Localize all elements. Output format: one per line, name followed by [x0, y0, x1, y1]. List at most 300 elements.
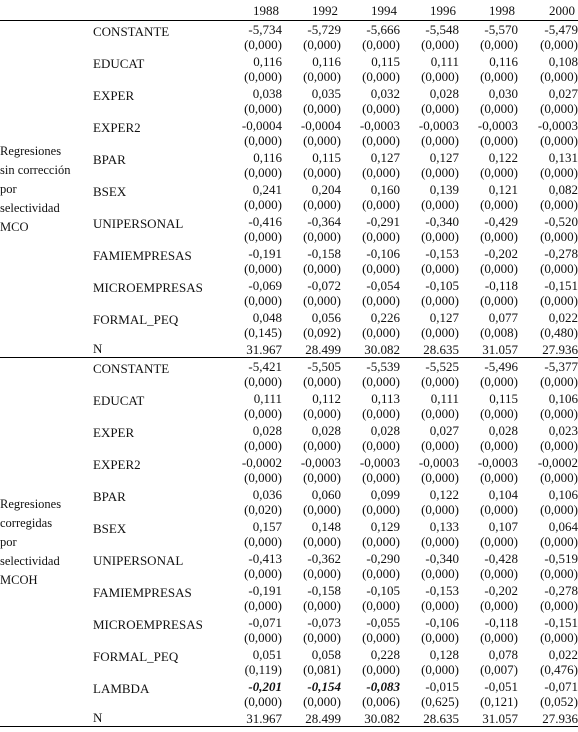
coefficient-value: 0,028: [429, 86, 459, 101]
coefficient-value: 0,082: [548, 182, 578, 197]
coefficient-value: 0,064: [548, 519, 578, 534]
p-value: (0,000): [244, 229, 282, 244]
coefficient-value: -0,0003: [300, 455, 341, 470]
p-value: (0,000): [303, 630, 341, 645]
p-value: (0,000): [362, 133, 400, 148]
coefficient-value: 0,116: [253, 54, 282, 69]
coefficient-value: 0,157: [252, 519, 282, 534]
p-value: (0,000): [362, 566, 400, 581]
p-value: (0,000): [362, 534, 400, 549]
p-value: (0,008): [480, 325, 518, 340]
variable-name: CONSTANTE: [93, 24, 170, 39]
p-value: (0,000): [421, 229, 459, 244]
year-header-cell: 1996: [430, 3, 456, 18]
variable-name: EXPER: [93, 425, 135, 440]
coefficient-value: -0,153: [425, 246, 459, 261]
p-value: (0,000): [303, 197, 341, 212]
coefficient-value: 0,077: [488, 310, 518, 325]
coefficient-value: 0,148: [311, 519, 341, 534]
coefficient-value: 0,115: [312, 150, 341, 165]
p-value: (0,000): [480, 630, 518, 645]
coefficient-value: 0,122: [488, 150, 518, 165]
p-value: (0,052): [540, 694, 578, 709]
coefficient-value: -0,291: [366, 214, 400, 229]
p-value: (0,000): [421, 374, 459, 389]
p-value: (0,000): [303, 229, 341, 244]
coefficient-value: -0,364: [307, 214, 341, 229]
coefficient-value: -0,106: [425, 615, 459, 630]
coefficient-value: 0,030: [488, 86, 518, 101]
coefficient-value: -0,0003: [418, 118, 459, 133]
p-value: (0,000): [540, 101, 578, 116]
p-value: (0,000): [421, 133, 459, 148]
variable-name: FORMAL_PEQ: [93, 312, 179, 327]
coefficient-value: 0,108: [548, 54, 578, 69]
coefficient-value: -0,413: [248, 551, 282, 566]
coefficient-value: -0,083: [366, 679, 400, 694]
coefficient-value: 0,112: [312, 391, 341, 406]
p-value: (0,000): [421, 69, 459, 84]
variable-name: UNIPERSONAL: [93, 553, 184, 568]
coefficient-row: [0, 21, 578, 38]
p-value: (0,000): [362, 293, 400, 308]
coefficient-value: 0,058: [311, 647, 341, 662]
p-value: (0,000): [303, 374, 341, 389]
p-value: (0,000): [480, 374, 518, 389]
coefficient-value: -0,202: [484, 246, 518, 261]
p-value: (0,000): [480, 438, 518, 453]
observations-value: 28.499: [305, 341, 341, 357]
coefficient-value: 0,028: [488, 423, 518, 438]
coefficient-value: -0,118: [484, 278, 518, 293]
coefficient-value: -0,428: [484, 551, 518, 566]
p-value: (0,000): [244, 566, 282, 581]
p-value: (0,000): [540, 197, 578, 212]
p-value: (0,000): [362, 165, 400, 180]
variable-name: EXPER2: [93, 120, 141, 135]
coefficient-value: -5,548: [425, 22, 459, 37]
p-value: (0,000): [362, 406, 400, 421]
p-value: (0,000): [480, 261, 518, 276]
p-value: (0,000): [480, 37, 518, 52]
coefficient-value: 0,038: [252, 86, 282, 101]
p-value: (0,000): [540, 261, 578, 276]
group-label-line: Regresiones: [0, 496, 62, 511]
coefficient-value: -0,278: [544, 246, 578, 261]
group-label-line: sin corrección: [0, 162, 71, 177]
p-value: (0,000): [480, 566, 518, 581]
p-value: (0,092): [303, 325, 341, 340]
p-value: (0,000): [540, 69, 578, 84]
coefficient-value: 0,027: [429, 423, 459, 438]
coefficient-value: 0,139: [429, 182, 459, 197]
group-label-line: corregidas: [0, 515, 53, 530]
group-label-line: por: [0, 181, 17, 196]
observations-value: 31.967: [246, 341, 282, 357]
coefficient-value: -5,479: [544, 22, 578, 37]
coefficient-value: 0,036: [252, 487, 282, 502]
p-value: (0,000): [362, 502, 400, 517]
observations-value: 28.635: [423, 710, 459, 726]
coefficient-value: 0,060: [311, 487, 341, 502]
p-value: (0,476): [540, 662, 578, 677]
coefficient-value: 0,051: [252, 647, 282, 662]
p-value: (0,000): [303, 406, 341, 421]
p-value: (0,000): [362, 197, 400, 212]
coefficient-value: 0,022: [548, 310, 578, 325]
group-label-line: MCOH: [0, 572, 38, 587]
p-value: (0,000): [421, 165, 459, 180]
p-value: (0,000): [362, 37, 400, 52]
p-value: (0,000): [540, 229, 578, 244]
coefficient-value: 0,078: [488, 647, 518, 662]
coefficient-value: -0,154: [307, 679, 341, 694]
p-value: (0,000): [421, 261, 459, 276]
coefficient-value: 0,116: [312, 54, 341, 69]
p-value: (0,000): [540, 630, 578, 645]
p-value: (0,000): [540, 293, 578, 308]
observations-value: 31.057: [482, 710, 518, 726]
coefficient-value: -0,519: [544, 551, 578, 566]
coefficient-value: 0,127: [429, 150, 459, 165]
coefficient-value: 0,121: [488, 182, 518, 197]
year-header-row: [0, 2, 578, 21]
p-value: (0,000): [244, 534, 282, 549]
p-value: (0,000): [362, 374, 400, 389]
p-value: (0,625): [421, 694, 459, 709]
p-value: (0,000): [303, 566, 341, 581]
coefficient-value: -5,421: [248, 359, 282, 374]
coefficient-value: -0,072: [307, 278, 341, 293]
regression-results-table: [0, 2, 578, 727]
p-value: (0,000): [362, 598, 400, 613]
p-value: (0,000): [303, 101, 341, 116]
coefficient-value: -0,051: [484, 679, 518, 694]
coefficient-value: -0,158: [307, 583, 341, 598]
p-value: (0,000): [480, 165, 518, 180]
variable-name: BSEX: [93, 184, 127, 199]
coefficient-value: 0,056: [311, 310, 341, 325]
variable-name: MICROEMPRESAS: [93, 280, 203, 295]
coefficient-value: 0,133: [429, 519, 459, 534]
coefficient-value: 0,035: [311, 86, 341, 101]
p-value: (0,000): [540, 470, 578, 485]
p-value: (0,000): [540, 133, 578, 148]
p-value: (0,000): [540, 406, 578, 421]
p-value: (0,000): [244, 598, 282, 613]
coefficient-value: -0,0004: [300, 118, 341, 133]
p-value: (0,000): [540, 438, 578, 453]
coefficient-value: -5,734: [248, 22, 282, 37]
coefficient-value: -5,570: [484, 22, 518, 37]
coefficient-value: -0,340: [425, 214, 459, 229]
coefficient-value: 0,113: [371, 391, 400, 406]
p-value: (0,000): [303, 438, 341, 453]
p-value: (0,000): [540, 165, 578, 180]
coefficient-value: -0,202: [484, 583, 518, 598]
variable-name: LAMBDA: [93, 681, 150, 696]
group-label-line: selectividad: [0, 553, 60, 568]
p-value: (0,020): [244, 502, 282, 517]
p-value: (0,000): [421, 197, 459, 212]
coefficient-value: 0,023: [548, 423, 578, 438]
coefficient-value: -0,0003: [477, 455, 518, 470]
p-value: (0,000): [421, 534, 459, 549]
p-value: (0,000): [362, 470, 400, 485]
p-value: (0,007): [480, 662, 518, 677]
coefficient-value: 0,116: [489, 54, 518, 69]
coefficient-value: 0,022: [548, 647, 578, 662]
p-value: (0,000): [244, 37, 282, 52]
coefficient-value: 0,127: [429, 310, 459, 325]
p-value: (0,000): [540, 37, 578, 52]
p-value: (0,000): [303, 261, 341, 276]
p-value: (0,081): [303, 662, 341, 677]
coefficient-value: 0,099: [370, 487, 400, 502]
p-value: (0,121): [480, 694, 518, 709]
variable-name: FAMIEMPRESAS: [93, 248, 192, 263]
coefficient-value: 0,228: [370, 647, 400, 662]
coefficient-value: 0,204: [311, 182, 341, 197]
header-group-blank: [0, 2, 93, 21]
coefficient-value: 0,027: [548, 86, 578, 101]
coefficient-value: -5,729: [307, 22, 341, 37]
p-value: (0,000): [421, 502, 459, 517]
variable-name: CONSTANTE: [93, 361, 170, 376]
coefficient-value: 0,048: [252, 310, 282, 325]
coefficient-value: -0,0003: [359, 118, 400, 133]
coefficient-value: 0,241: [252, 182, 282, 197]
p-value: (0,000): [244, 694, 282, 709]
p-value: (0,000): [421, 406, 459, 421]
coefficient-value: -0,0004: [241, 118, 282, 133]
p-value: (0,145): [244, 325, 282, 340]
coefficient-value: -0,0003: [359, 455, 400, 470]
year-header-cell: 1992: [312, 3, 338, 18]
p-value: (0,000): [480, 197, 518, 212]
coefficient-value: -0,069: [248, 278, 282, 293]
p-value: (0,000): [362, 630, 400, 645]
block-ols-selectivity-corrected: [0, 358, 578, 727]
p-value: (0,480): [540, 325, 578, 340]
block-ols-uncorrected: [0, 21, 578, 358]
p-value: (0,000): [421, 598, 459, 613]
p-value: (0,000): [244, 101, 282, 116]
p-value: (0,000): [303, 37, 341, 52]
coefficient-value: 0,226: [370, 310, 400, 325]
p-value: (0,000): [244, 133, 282, 148]
observations-value: 27.936: [542, 710, 578, 726]
p-value: (0,000): [480, 470, 518, 485]
p-value: (0,000): [480, 69, 518, 84]
group-label-line: Regresiones: [0, 143, 62, 158]
coefficient-value: 0,111: [430, 391, 459, 406]
p-value: (0,000): [303, 293, 341, 308]
p-value: (0,000): [244, 438, 282, 453]
coefficient-value: -0,201: [248, 679, 282, 694]
variable-name: BSEX: [93, 521, 127, 536]
coefficient-value: -0,158: [307, 246, 341, 261]
group-label: [0, 21, 93, 358]
p-value: (0,006): [362, 694, 400, 709]
coefficient-value: 0,106: [548, 487, 578, 502]
p-value: (0,000): [480, 406, 518, 421]
observations-value: 30.082: [364, 710, 400, 726]
coefficient-value: 0,131: [548, 150, 578, 165]
coefficient-value: -0,340: [425, 551, 459, 566]
coefficient-value: -0,0002: [537, 455, 578, 470]
p-value: (0,000): [540, 566, 578, 581]
observations-value: 30.082: [364, 341, 400, 357]
p-value: (0,000): [362, 101, 400, 116]
coefficient-value: 0,107: [488, 519, 518, 534]
observations-value: 28.499: [305, 710, 341, 726]
coefficient-value: 0,106: [548, 391, 578, 406]
observations-value: 31.057: [482, 341, 518, 357]
observations-value: 27.936: [542, 341, 578, 357]
coefficient-value: -0,055: [366, 615, 400, 630]
p-value: (0,000): [480, 598, 518, 613]
variable-name: FAMIEMPRESAS: [93, 585, 192, 600]
p-value: (0,000): [244, 293, 282, 308]
p-value: (0,000): [480, 133, 518, 148]
coefficient-value: -5,666: [366, 22, 400, 37]
coefficient-value: -0,0003: [537, 118, 578, 133]
coefficient-value: -0,278: [544, 583, 578, 598]
coefficient-value: -0,0003: [418, 455, 459, 470]
coefficient-value: -0,416: [248, 214, 282, 229]
p-value: (0,000): [244, 165, 282, 180]
p-value: (0,000): [421, 630, 459, 645]
group-label-line: por: [0, 534, 17, 549]
coefficient-value: -0,153: [425, 583, 459, 598]
p-value: (0,000): [303, 694, 341, 709]
coefficient-value: -0,362: [307, 551, 341, 566]
group-label-line: MCO: [0, 219, 29, 234]
p-value: (0,000): [303, 598, 341, 613]
coefficient-value: -0,151: [544, 278, 578, 293]
p-value: (0,000): [421, 566, 459, 581]
year-header-cell: 1998: [489, 3, 515, 18]
p-value: (0,000): [244, 261, 282, 276]
p-value: (0,000): [244, 374, 282, 389]
coefficient-value: -0,105: [366, 583, 400, 598]
p-value: (0,000): [480, 293, 518, 308]
coefficient-value: -0,073: [307, 615, 341, 630]
p-value: (0,000): [540, 534, 578, 549]
coefficient-value: 0,127: [370, 150, 400, 165]
p-value: (0,000): [303, 534, 341, 549]
p-value: (0,000): [540, 598, 578, 613]
variable-name: MICROEMPRESAS: [93, 617, 203, 632]
variable-name: UNIPERSONAL: [93, 216, 184, 231]
coefficient-value: 0,028: [370, 423, 400, 438]
p-value: (0,000): [362, 229, 400, 244]
group-label-line: selectividad: [0, 200, 60, 215]
observations-label: N: [93, 710, 103, 725]
p-value: (0,119): [244, 662, 282, 677]
p-value: (0,000): [540, 374, 578, 389]
coefficient-row: [0, 358, 578, 375]
coefficient-value: 0,115: [371, 54, 400, 69]
p-value: (0,000): [421, 662, 459, 677]
p-value: (0,000): [244, 197, 282, 212]
p-value: (0,000): [303, 133, 341, 148]
p-value: (0,000): [421, 470, 459, 485]
coefficient-value: 0,028: [311, 423, 341, 438]
p-value: (0,000): [421, 325, 459, 340]
coefficient-value: -0,290: [366, 551, 400, 566]
p-value: (0,000): [244, 470, 282, 485]
variable-name: EXPER2: [93, 457, 141, 472]
coefficient-value: -0,429: [484, 214, 518, 229]
p-value: (0,000): [480, 101, 518, 116]
p-value: (0,000): [421, 37, 459, 52]
year-header-cell: 1988: [253, 3, 279, 18]
year-header-cell: 1994: [371, 3, 397, 18]
coefficient-value: -0,191: [248, 583, 282, 598]
coefficient-value: 0,111: [430, 54, 459, 69]
p-value: (0,000): [244, 406, 282, 421]
p-value: (0,000): [244, 69, 282, 84]
observations-value: 28.635: [423, 341, 459, 357]
coefficient-value: 0,129: [370, 519, 400, 534]
coefficient-value: -0,0002: [241, 455, 282, 470]
variable-name: BPAR: [93, 489, 126, 504]
variable-name: BPAR: [93, 152, 126, 167]
coefficient-value: -5,525: [425, 359, 459, 374]
variable-name: EXPER: [93, 88, 135, 103]
coefficient-value: 0,116: [253, 150, 282, 165]
coefficient-value: -0,0003: [477, 118, 518, 133]
coefficient-value: 0,032: [370, 86, 400, 101]
year-header-cell: 2000: [549, 3, 575, 18]
p-value: (0,000): [362, 325, 400, 340]
coefficient-value: -0,015: [425, 679, 459, 694]
p-value: (0,000): [480, 229, 518, 244]
p-value: (0,000): [362, 261, 400, 276]
p-value: (0,000): [303, 165, 341, 180]
coefficient-value: -5,539: [366, 359, 400, 374]
coefficient-value: -0,191: [248, 246, 282, 261]
coefficient-value: -0,106: [366, 246, 400, 261]
p-value: (0,000): [480, 534, 518, 549]
p-value: (0,000): [362, 69, 400, 84]
coefficient-value: 0,128: [429, 647, 459, 662]
coefficient-value: -0,054: [366, 278, 400, 293]
coefficient-value: -0,071: [248, 615, 282, 630]
coefficient-value: -0,105: [425, 278, 459, 293]
coefficient-value: -0,151: [544, 615, 578, 630]
p-value: (0,000): [480, 502, 518, 517]
coefficient-value: -0,118: [484, 615, 518, 630]
coefficient-value: 0,160: [370, 182, 400, 197]
header-variable-blank: [93, 2, 222, 21]
p-value: (0,000): [303, 69, 341, 84]
coefficient-value: -0,520: [544, 214, 578, 229]
coefficient-value: 0,104: [488, 487, 518, 502]
observations-label: N: [93, 341, 103, 356]
p-value: (0,000): [362, 438, 400, 453]
p-value: (0,000): [303, 470, 341, 485]
table-header: [0, 2, 578, 21]
variable-name: EDUCAT: [93, 56, 145, 71]
p-value: (0,000): [362, 662, 400, 677]
p-value: (0,000): [244, 630, 282, 645]
p-value: (0,000): [421, 438, 459, 453]
coefficient-value: 0,122: [429, 487, 459, 502]
coefficient-value: -5,505: [307, 359, 341, 374]
